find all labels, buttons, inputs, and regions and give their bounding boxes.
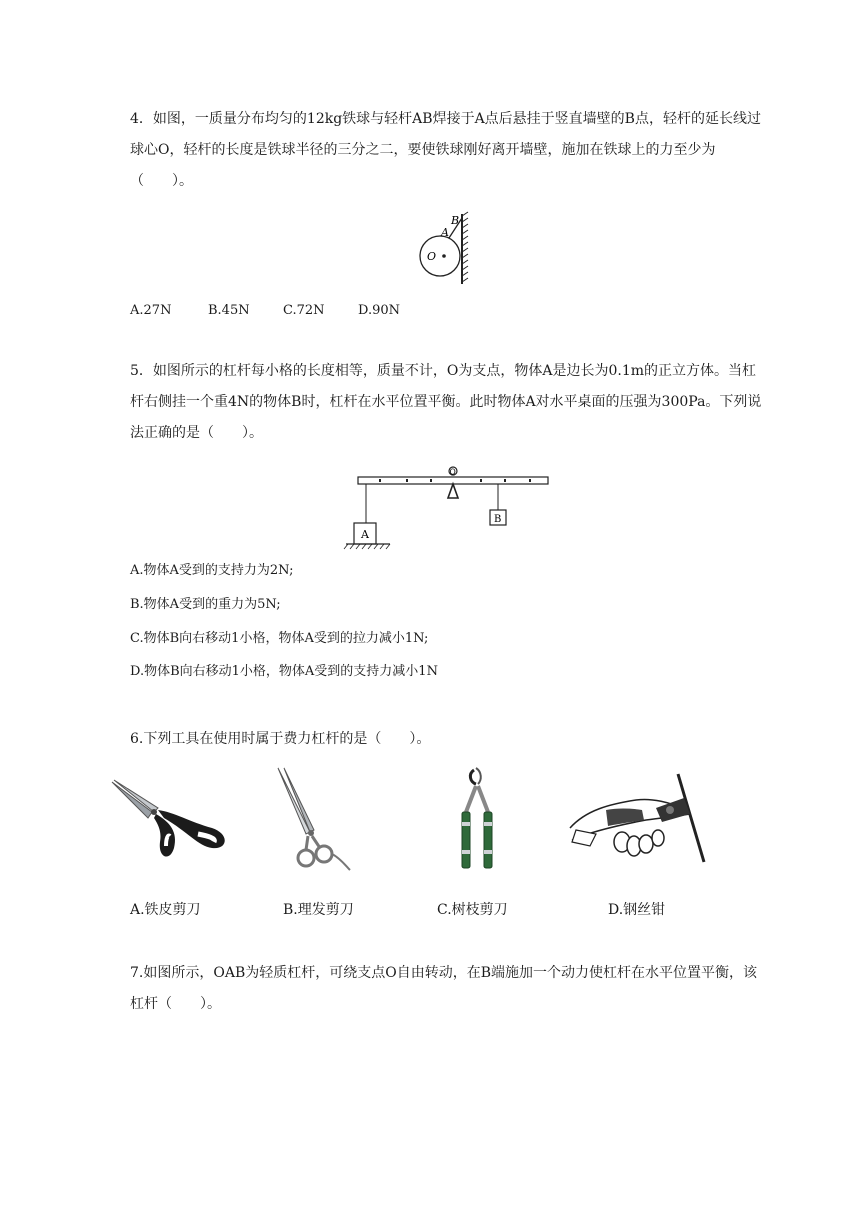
label-o: O <box>427 250 437 263</box>
question-6-text: 6.下列工具在使用时属于费力杠杆的是（ ）。 <box>130 731 431 747</box>
iron-ball-figure <box>416 212 476 288</box>
q5-option-b: B.物体A受到的重力为5N; <box>130 597 281 612</box>
table-hatch <box>344 544 390 549</box>
tin-snips-icon <box>108 776 238 866</box>
wire-pliers-icon <box>566 770 716 870</box>
label-b: B <box>451 214 460 227</box>
question-5-text: 5．如图所示的杠杆每小格的长度相等，质量不计，O为支点，物体A是边长为0.1m的正立方体。当杠杆右侧挂一个重4N的物体B时，杠杆在水平位置平衡。此时物体A对水平桌面的压强为300Pa。下列说法正确的是（ ）。 <box>130 363 762 441</box>
q5-option-a: A.物体A受到的支持力为2N; <box>130 563 294 578</box>
q4-option-a: A.27N <box>130 303 172 318</box>
q4-option-c: C.72N <box>283 303 325 318</box>
label-a: A <box>441 226 449 239</box>
iron-ball <box>420 236 460 276</box>
ball-center-dot <box>442 254 446 258</box>
q4-option-b: B.45N <box>208 303 250 318</box>
fulcrum-triangle <box>448 484 458 498</box>
lever-figure <box>344 466 556 550</box>
tool-c-label: C.树枝剪刀 <box>437 902 508 918</box>
block-a-label: A <box>361 528 369 541</box>
branch-shears-icon <box>450 766 510 878</box>
tool-d-label: D.钢丝钳 <box>608 902 666 918</box>
q5-option-d: D.物体B向右移动1小格，物体A受到的支持力减小1N <box>130 664 438 679</box>
q5-option-c: C.物体B向右移动1小格，物体A受到的拉力减小1N; <box>130 631 429 646</box>
pivot-o-label: O <box>449 467 456 477</box>
tool-b-label: B.理发剪刀 <box>283 902 354 918</box>
block-b-label: B <box>494 514 502 525</box>
wall-hatch <box>462 212 468 284</box>
question-4-text: 4．如图，一质量分布均匀的12kg铁球与轻杆AB焊接于A点后悬挂于竖直墙壁的B点，轻杆的延长线过球心O，轻杆的长度是铁球半径的三分之二，要使铁球刚好离开墙壁，施加在铁球上的力至少为（ ）。 <box>130 111 761 189</box>
hair-scissors-icon <box>270 766 360 876</box>
question-7-text: 7.如图所示，OAB为轻质杠杆，可绕支点O自由转动，在B端施加一个动力使杠杆在水平位置平衡，该杠杆（ ）。 <box>130 965 757 1012</box>
q4-option-d: D.90N <box>358 303 401 318</box>
tool-a-label: A.铁皮剪刀 <box>130 902 201 918</box>
